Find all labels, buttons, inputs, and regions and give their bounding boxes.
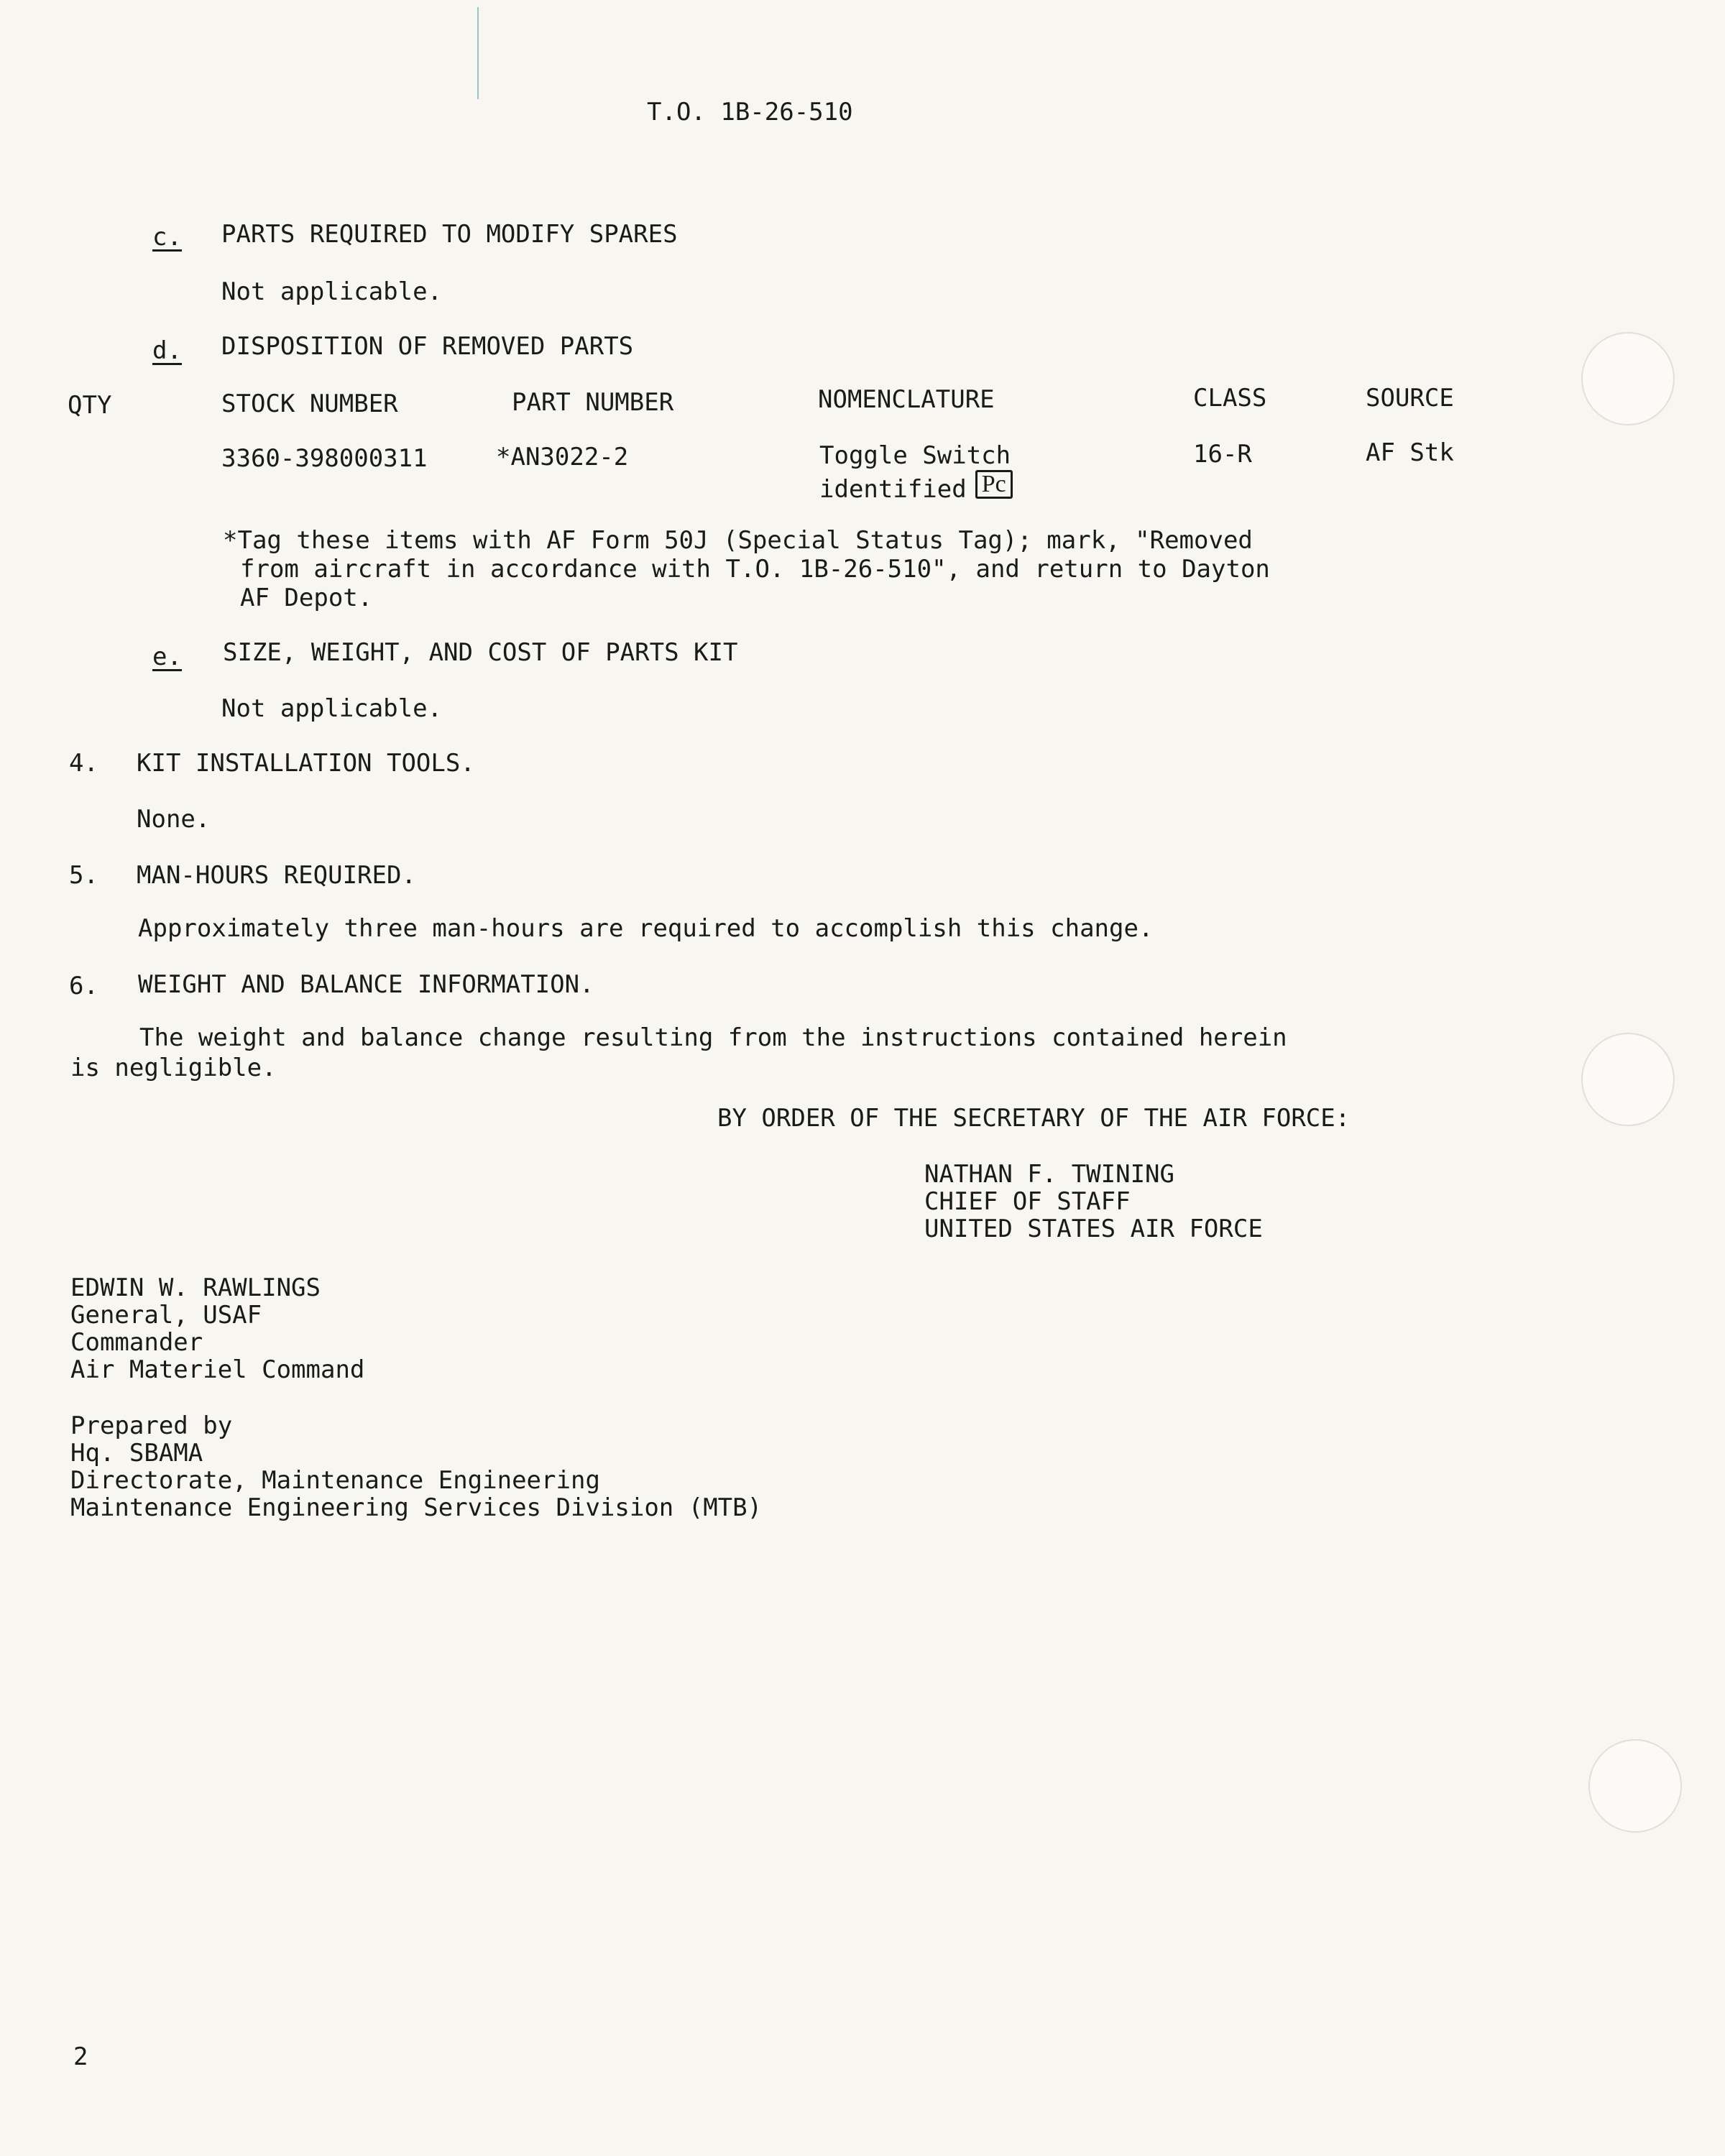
section-e-heading: SIZE, WEIGHT, AND COST OF PARTS KIT: [223, 638, 738, 667]
column-header-qty: QTY: [68, 391, 112, 420]
section-c-body: Not applicable.: [221, 277, 443, 306]
section-6-number: 6.: [69, 972, 98, 1000]
official-rank: General, USAF: [70, 1301, 262, 1330]
section-c-heading: PARTS REQUIRED TO MODIFY SPARES: [221, 220, 678, 249]
footnote-line-1: *Tag these items with AF Form 50J (Special Status Tag); mark, "Removed: [223, 526, 1253, 555]
prepared-by-label: Prepared by: [70, 1411, 233, 1440]
section-e-body: Not applicable.: [221, 694, 443, 723]
scan-edge-line: [477, 7, 479, 99]
section-5-body: Approximately three man-hours are required to accomplish this change.: [138, 914, 1154, 943]
section-5-heading: MAN-HOURS REQUIRED.: [137, 861, 416, 890]
official-name: EDWIN W. RAWLINGS: [70, 1273, 321, 1302]
cell-nomenclature-line1: Toggle Switch: [819, 441, 1011, 470]
cell-class: 16-R: [1193, 440, 1252, 469]
signer-organization: UNITED STATES AIR FORCE: [924, 1215, 1263, 1243]
cell-part-number: *AN3022-2: [496, 443, 629, 471]
punch-hole-top: [1581, 332, 1675, 425]
pc-stamp: Pc: [975, 470, 1013, 499]
section-4-number: 4.: [69, 749, 98, 778]
column-header-source: SOURCE: [1366, 384, 1454, 413]
column-header-part-number: PART NUMBER: [512, 388, 674, 417]
section-6-heading: WEIGHT AND BALANCE INFORMATION.: [138, 970, 594, 999]
column-header-nomenclature: NOMENCLATURE: [818, 385, 995, 414]
column-header-stock-number: STOCK NUMBER: [221, 390, 398, 418]
section-d-heading: DISPOSITION OF REMOVED PARTS: [221, 332, 634, 361]
prepared-by-division: Maintenance Engineering Services Division (MTB): [70, 1493, 763, 1522]
cell-stock-number: 3360-398000311: [221, 444, 428, 473]
official-command: Air Materiel Command: [70, 1355, 365, 1384]
section-4-body: None.: [137, 805, 211, 834]
signer-name: NATHAN F. TWINING: [924, 1160, 1174, 1189]
section-e-letter: e.: [152, 642, 182, 671]
page-number: 2: [73, 2042, 88, 2071]
prepared-by-directorate: Directorate, Maintenance Engineering: [70, 1466, 600, 1495]
by-order-line: BY ORDER OF THE SECRETARY OF THE AIR FORCE:: [717, 1104, 1351, 1133]
official-title: Commander: [70, 1328, 203, 1357]
signer-title: CHIEF OF STAFF: [924, 1187, 1131, 1216]
section-4-heading: KIT INSTALLATION TOOLS.: [137, 749, 475, 778]
section-5-number: 5.: [69, 861, 98, 890]
document-number: T.O. 1B-26-510: [647, 98, 853, 126]
section-6-body-line-1: The weight and balance change resulting from the instructions contained herein: [139, 1023, 1287, 1052]
prepared-by-hq: Hq. SBAMA: [70, 1439, 203, 1468]
footnote-line-2: from aircraft in accordance with T.O. 1B-26-510", and return to Dayton: [240, 555, 1270, 584]
cell-source: AF Stk: [1366, 438, 1454, 467]
footnote-line-3: AF Depot.: [240, 584, 373, 612]
section-6-body-line-2: is negligible.: [70, 1054, 277, 1082]
column-header-class: CLASS: [1193, 384, 1267, 413]
punch-hole-bottom: [1588, 1739, 1682, 1833]
section-d-letter: d.: [152, 336, 182, 365]
section-c-letter: c.: [152, 223, 182, 252]
punch-hole-middle: [1581, 1033, 1675, 1126]
cell-nomenclature-line2: identified Pc: [819, 470, 1013, 504]
